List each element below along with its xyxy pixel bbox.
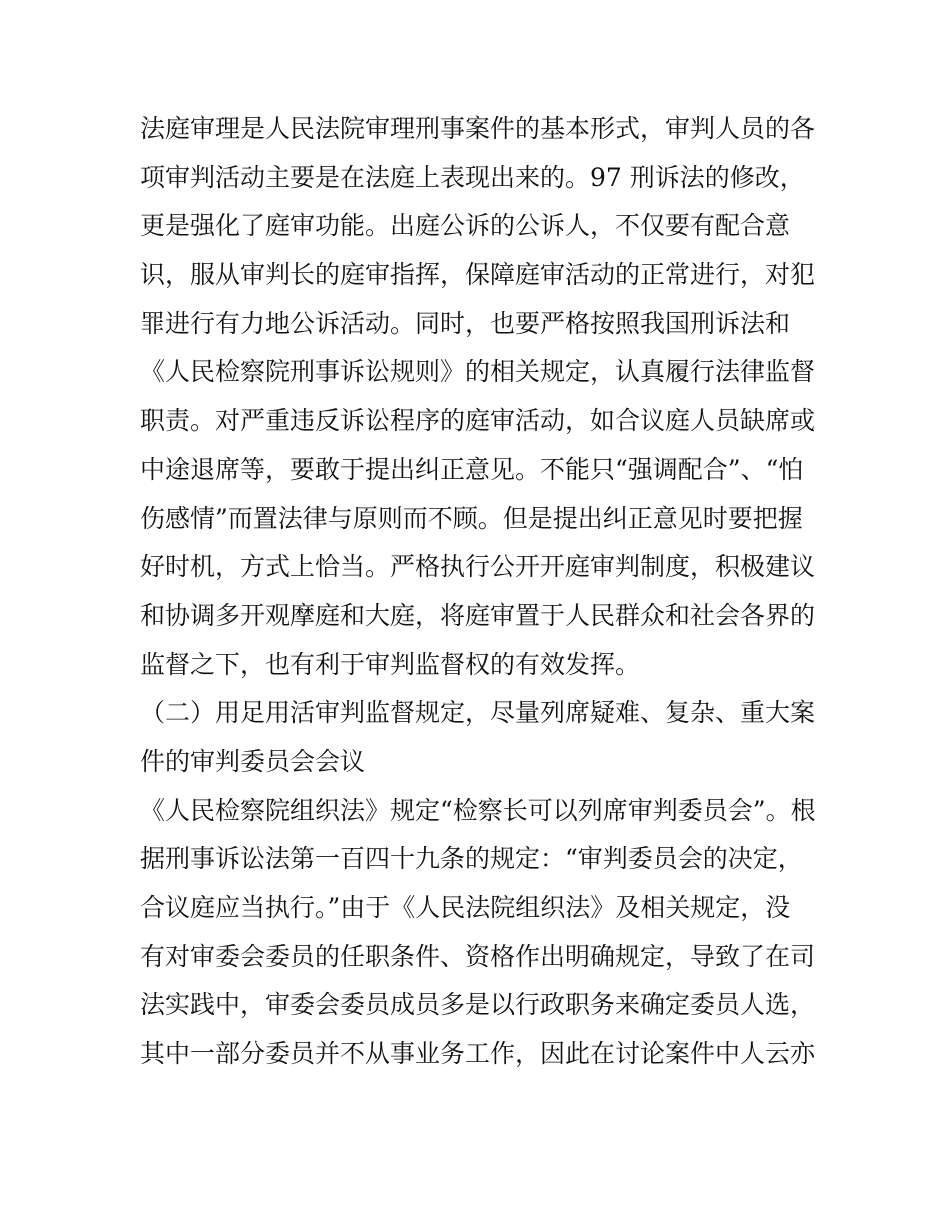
text-line: 好时机，方式上恰当。严格执行公开开庭审判制度，积极建议 [140,552,816,582]
section-heading-continued: 件的审判委员会会议 [140,746,366,776]
text-line: 《人民检察院组织法》规定“检察长可以列席审判委员会”。根 [140,795,816,825]
section-heading: （二）用足用活审判监督规定，尽量列席疑难、复杂、重大案 [140,698,816,728]
text-line: 项审判活动主要是在法庭上表现出来的。97 刑诉法的修改， [140,162,805,192]
text-line: 职责。对严重违反诉讼程序的庭审活动，如合议庭人员缺席或 [140,406,816,436]
text-line: 伤感情”而置法律与原则而不顾。但是提出纠正意见时要把握 [140,503,803,533]
text-line: 法庭审理是人民法院审理刑事案件的基本形式，审判人员的各 [140,114,816,143]
text-line: 法实践中，审委会委员成员多是以行政职务来确定委员人选， [140,990,816,1020]
text-line: 有对审委会委员的任职条件、资格作出明确规定，导致了在司 [140,941,816,971]
text-line: 《人民检察院刑事诉讼规则》的相关规定，认真履行法律监督 [140,357,816,387]
text-line: 监督之下，也有利于审判监督权的有效发挥。 [140,649,641,679]
text-line: 据刑事诉讼法第一百四十九条的规定：“审判委员会的决定， [140,844,803,874]
text-line: 和协调多开观摩庭和大庭，将庭审置于人民群众和社会各界的 [140,600,816,630]
text-line: 中途退席等，要敢于提出纠正意见。不能只“强调配合”、“怕 [140,454,804,484]
text-line: 合议庭应当执行。”由于《人民法院组织法》及相关规定，没 [140,893,791,922]
text-line: 更是强化了庭审功能。出庭公诉的公诉人，不仅要有配合意 [140,211,791,241]
text-line: 罪进行有力地公诉活动。同时，也要严格按照我国刑诉法和 [140,308,791,338]
body-text [140,105,820,1079]
text-line: 识，服从审判长的庭审指挥，保障庭审活动的正常进行，对犯 [140,260,816,290]
text-line: 其中一部分委员并不从事业务工作，因此在讨论案件中人云亦 [140,1039,816,1069]
